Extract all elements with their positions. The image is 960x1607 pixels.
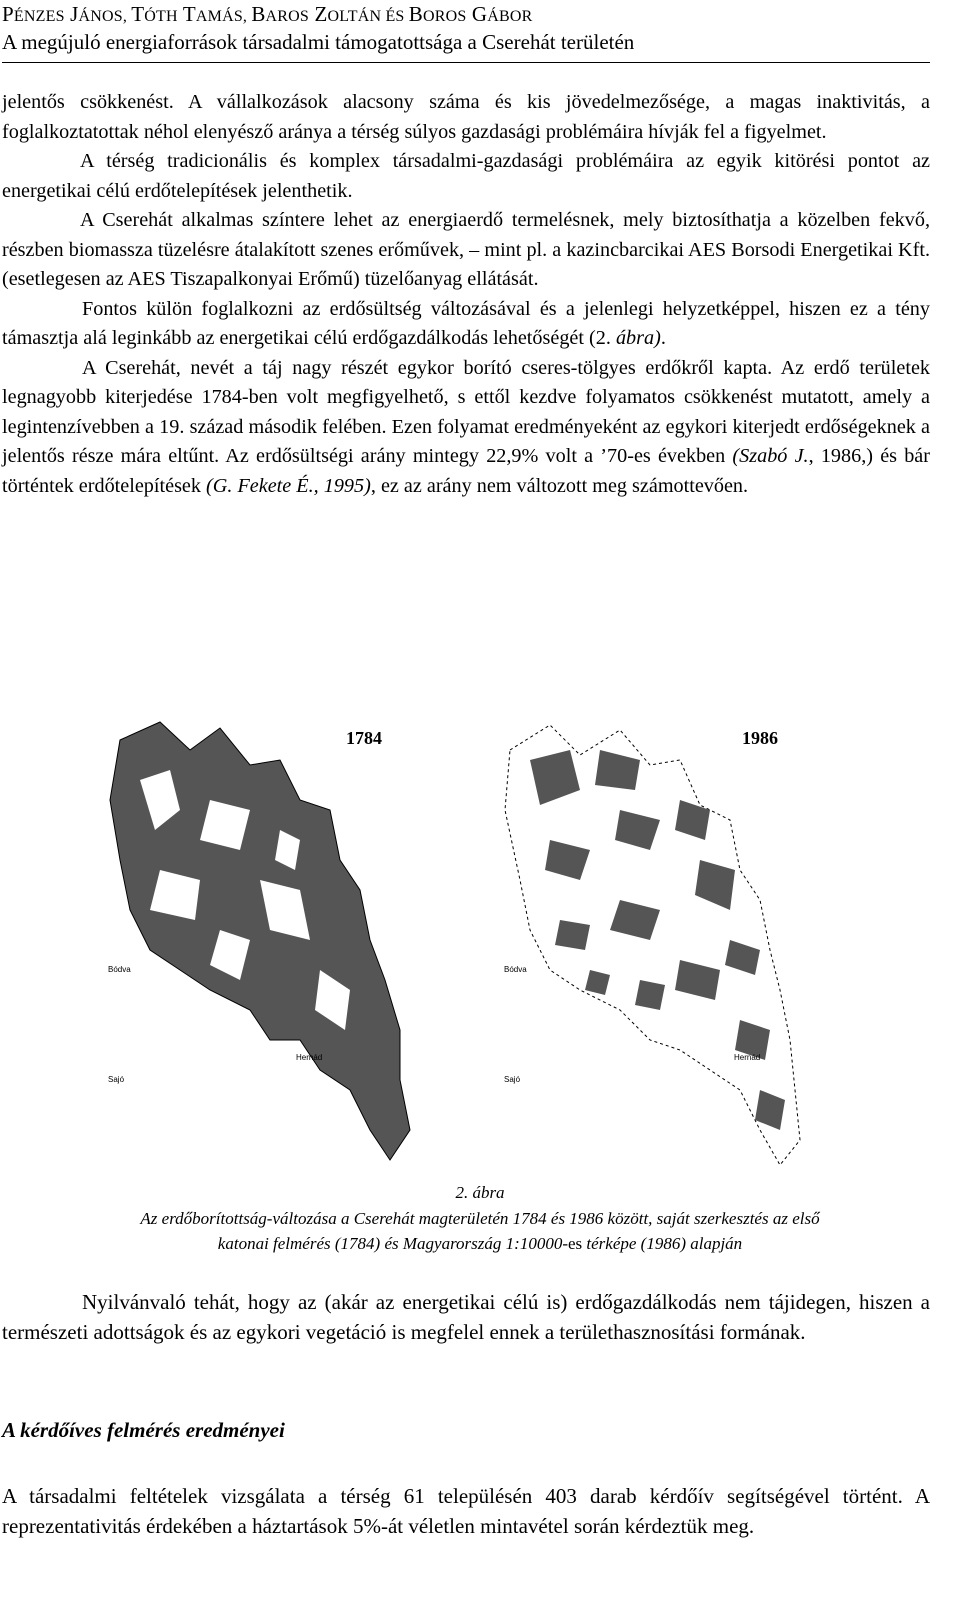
paragraph: Nyilvánvaló tehát, hogy az (akár az energetikai célú is) erdőgazdálkodás nem tájidegen, hiszen a természeti adottságok és az egykori vegetáció is megfelel ennek a területhasznosítási formának. bbox=[2, 1290, 930, 1344]
caption-line bbox=[0, 1231, 960, 1256]
map-year-label: 1784 bbox=[346, 728, 382, 748]
forest-patch bbox=[755, 1090, 785, 1130]
body-upper bbox=[2, 88, 930, 501]
figure-reference: ábra) bbox=[615, 327, 661, 349]
citation: (Szabó J. bbox=[732, 445, 809, 467]
forest-patch bbox=[725, 940, 760, 975]
forest-patch bbox=[595, 750, 640, 790]
forest-patch bbox=[635, 980, 665, 1010]
forest-cover-figure bbox=[100, 710, 880, 1180]
paragraph bbox=[2, 354, 930, 502]
author-initial: G bbox=[471, 2, 488, 26]
author-rest: OROS bbox=[422, 8, 467, 25]
header-rule bbox=[2, 62, 930, 63]
figure-number bbox=[0, 1180, 960, 1205]
forest-patch bbox=[675, 800, 710, 840]
paragraph-text: , 1986,) és bár történtek erdőtelepítések bbox=[2, 445, 930, 497]
river-label: Sajó bbox=[108, 1075, 125, 1084]
figure-caption bbox=[0, 1206, 960, 1256]
author-rest: AMÁS, bbox=[195, 8, 252, 25]
forest-patch bbox=[545, 840, 590, 880]
author-rest: OLTÁN ÉS bbox=[327, 8, 409, 25]
forest-patch bbox=[585, 970, 610, 995]
author-initial: B bbox=[251, 2, 266, 26]
section-heading: A kérdőíves felmérés eredményei bbox=[2, 1418, 285, 1442]
river-label: Bódva bbox=[504, 965, 527, 974]
body-final bbox=[2, 1481, 930, 1541]
citation: (G. Fekete É., 1995) bbox=[206, 474, 371, 497]
paragraph-text: , ez az arány nem változott meg számottevően. bbox=[370, 474, 749, 497]
author-initial: Z bbox=[314, 2, 328, 26]
paragraph bbox=[2, 295, 930, 354]
paragraph-text: Fontos külön foglalkozni az erdősültség változásával és a jelenlegi helyzetképpel, hiszen ez a tény támasztja alá leginkább az energetikai célú erdőgazdálkodás lehetőségét (2. bbox=[2, 297, 930, 349]
author-rest: ÓTH bbox=[144, 8, 178, 25]
author-initial: P bbox=[2, 2, 14, 26]
author-initial: J bbox=[70, 2, 79, 26]
caption-text: -es bbox=[562, 1234, 583, 1253]
map-year-label: 1986 bbox=[742, 728, 778, 748]
caption-text: térképe (1986) alapján bbox=[582, 1234, 743, 1253]
paragraph: jelentős csökkenést. A vállalkozások alacsony száma és kis jövedelmezősége, a magas inaktivitás, a foglalkoztatottak néhol elenyésző aránya a térség súlyos gazdasági problémáira hívják fel a figyelmet. bbox=[2, 91, 930, 143]
forest-patch bbox=[695, 860, 735, 910]
caption-line bbox=[0, 1206, 960, 1231]
forest-patch bbox=[615, 810, 660, 850]
river-label: Bódva bbox=[108, 965, 131, 974]
paragraph-text: . bbox=[660, 327, 666, 349]
figure-number-text: 2. ábra bbox=[455, 1183, 505, 1202]
forest-patch bbox=[610, 900, 660, 940]
author-initial: T bbox=[131, 2, 145, 26]
forest-maps bbox=[100, 710, 880, 1180]
paragraph: A térség tradicionális és komplex társadalmi-gazdasági problémáira az egyik kitörési pontot az energetikai célú erdőtelepítések jelenthetik. bbox=[2, 150, 930, 202]
river-label: Sajó bbox=[504, 1075, 521, 1084]
author-initial: B bbox=[408, 2, 423, 26]
forest-patch bbox=[555, 920, 590, 950]
author-rest: ÉNZES bbox=[13, 8, 65, 25]
author-initial: T bbox=[182, 2, 196, 26]
paragraph-text: A Cserehát, nevét a táj nagy részét egykor borító cseres-tölgyes erdőkről kapta. Az erdő területek legnagyobb kiterjedése 1784-ben volt megfigyelhető, s ettől kezdve folyamatos csökkenést mutatott, amely a legintenzívebben a 19. század második felében. Ezen folyamat eredményeként az egykori kiterjedt erdőségeknek a jelentős része mára eltűnt. Az erdősültségi arány mintegy 22,9% volt a ’70-es években bbox=[2, 356, 930, 467]
header-authors bbox=[2, 2, 942, 29]
paragraph: A Cserehát alkalmas színtere lehet az energiaerdő termelésnek, mely biztosíthatja a közelben fekvő, részben biomassza tüzelésre átalakított szenes erőművek, – mint pl. a kazincbarcikai AES Borsodi Energetikai Kft. (esetlegesen az AES Tiszapalkonyai Erőmű) tüzelőanyag ellátását. bbox=[2, 209, 930, 290]
author-rest: AROS bbox=[265, 8, 310, 25]
author-rest: ÁNOS, bbox=[78, 8, 132, 25]
running-header bbox=[2, 2, 942, 56]
map-1986 bbox=[504, 725, 800, 1165]
caption-text: Az erdőborítottság-változása a Cserehát magterületén 1784 és 1986 között, saját szerkesztés az első bbox=[140, 1209, 820, 1228]
header-title: A megújuló energiaforrások társadalmi támogatottsága a Cserehát területén bbox=[2, 30, 635, 54]
forest-patch bbox=[675, 960, 720, 1000]
forest-patch bbox=[530, 750, 580, 805]
body-lower bbox=[2, 1287, 930, 1347]
river-label: Hernád bbox=[734, 1053, 761, 1062]
paragraph: A társadalmi feltételek vizsgálata a térség 61 településén 403 darab kérdőív segítségével történt. A reprezentativitás érdekében a háztartások 5%-át véletlen mintavétel során kérdeztük meg. bbox=[2, 1484, 930, 1538]
author-rest: ÁBOR bbox=[487, 8, 533, 25]
caption-text: katonai felmérés (1784) és Magyarország 1:10000 bbox=[217, 1234, 563, 1253]
river-label: Hernád bbox=[296, 1053, 323, 1062]
map-1784 bbox=[108, 722, 410, 1160]
